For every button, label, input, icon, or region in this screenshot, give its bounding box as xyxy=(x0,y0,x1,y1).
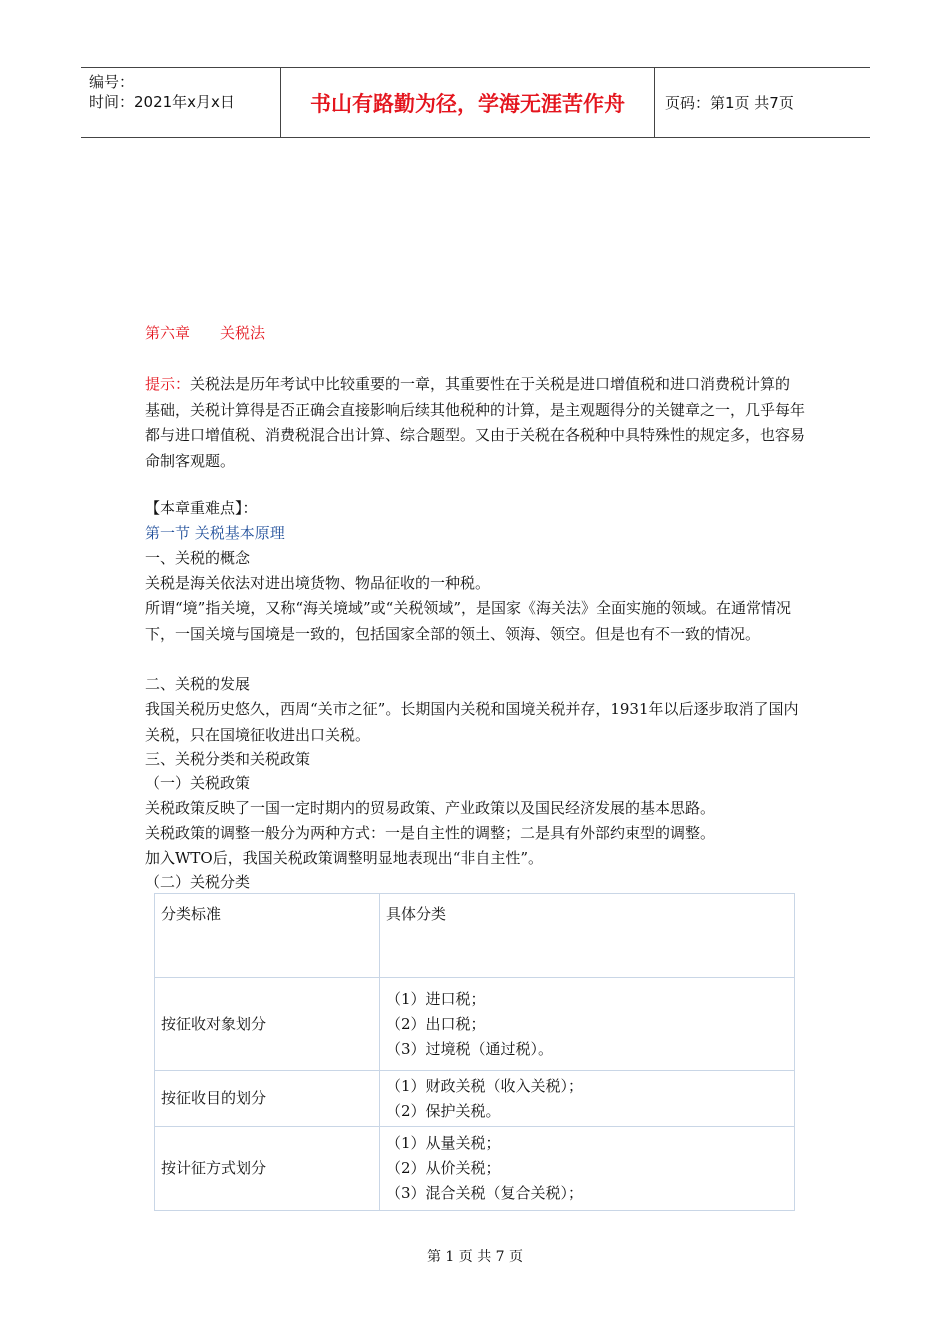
chapter-title: 第六章 关税法 xyxy=(145,324,266,342)
document-header xyxy=(81,67,870,138)
table-row xyxy=(155,1071,795,1127)
table-cell-items xyxy=(380,1071,795,1127)
list-item: （2）保护关税。 xyxy=(386,1101,501,1120)
list-item: （1）从量关税； xyxy=(386,1134,501,1152)
header-meta xyxy=(81,68,281,137)
table-cell-standard: 按征收对象划分 xyxy=(155,978,380,1071)
list-item: （2）出口税； xyxy=(386,1014,486,1033)
page-footer: 第 1 页 共 7 页 xyxy=(426,1249,524,1265)
s3-paragraph-1: 关税政策反映了一国一定时期内的贸易政策、产业政策以及国民经济发展的基本思路。 xyxy=(145,799,716,817)
table-cell-standard: 按征收目的划分 xyxy=(155,1071,380,1127)
tariff-classification-table xyxy=(154,893,795,1211)
list-item: （1）进口税； xyxy=(386,989,486,1008)
s1-paragraph-2: 所谓“境”指关境，又称“海关境域”或“关税领域”，是国家《海关法》全面实施的领域。在通常情况下，一国关境与国境是一致的，包括国家全部的领土、领海、领空。但是也有不一致的情况。 xyxy=(145,599,792,643)
s2-paragraph-1: 我国关税历史悠久，西周“关市之征”。长期国内关税和国境关税并存，1931年以后逐步取消了国内关税，只在国境征收进出口关税。 xyxy=(145,700,799,744)
tip-paragraph xyxy=(145,372,805,474)
tip-text: 关税法是历年考试中比较重要的一章，其重要性在于关税是进口增值税和进口消费税计算的基础，关税计算得是否正确会直接影响后续其他税种的计算，是主观题得分的关键章之一，几乎每年都与进口增值税、消费税混合出计算、综合题型。又由于关税在各税种中具特殊性的规定多，也容易命制客观题。 xyxy=(145,375,806,470)
s2-heading: 二、关税的发展 xyxy=(145,675,251,693)
s3-subheading-2: （二）关税分类 xyxy=(145,873,251,891)
table-header-cell: 具体分类 xyxy=(380,894,795,978)
s3-heading: 三、关税分类和关税政策 xyxy=(145,750,311,768)
header-motto: 书山有路勤为径，学海无涯苦作舟 xyxy=(281,68,655,137)
table-cell-items xyxy=(380,978,795,1071)
s3-paragraph-2: 关税政策的调整一般分为两种方式：一是自主性的调整；二是具有外部约束型的调整。 xyxy=(145,824,716,842)
section-title: 第一节 关税基本原理 xyxy=(145,524,285,542)
table-row xyxy=(155,978,795,1071)
s3-subheading-1: （一）关税政策 xyxy=(145,774,251,792)
list-item: （3）过境税（通过税）。 xyxy=(386,1039,554,1058)
table-row xyxy=(155,1127,795,1211)
time-label: 时间：2021年x月x日 xyxy=(89,93,235,111)
header-page-info: 页码：第1页 共7页 xyxy=(665,94,794,112)
s3-paragraph-3: 加入WTO后，我国关税政策调整明显地表现出“非自主性”。 xyxy=(145,849,544,867)
tip-label: 提示： xyxy=(145,375,191,393)
key-points-heading: 【本章重难点】： xyxy=(145,499,258,517)
s1-heading: 一、关税的概念 xyxy=(145,549,251,567)
table-header-cell: 分类标准 xyxy=(155,894,380,978)
table-cell-items xyxy=(380,1127,795,1211)
number-label: 编号： xyxy=(89,73,135,91)
table-cell-standard: 按计征方式划分 xyxy=(155,1127,380,1211)
list-item: （3）混合关税（复合关税）； xyxy=(386,1184,584,1202)
table-header-row xyxy=(155,894,795,978)
list-item: （1）财政关税（收入关税）； xyxy=(386,1076,584,1095)
s1-paragraph-1: 关税是海关依法对进出境货物、物品征收的一种税。 xyxy=(145,574,491,592)
list-item: （2）从价关税； xyxy=(386,1159,501,1177)
